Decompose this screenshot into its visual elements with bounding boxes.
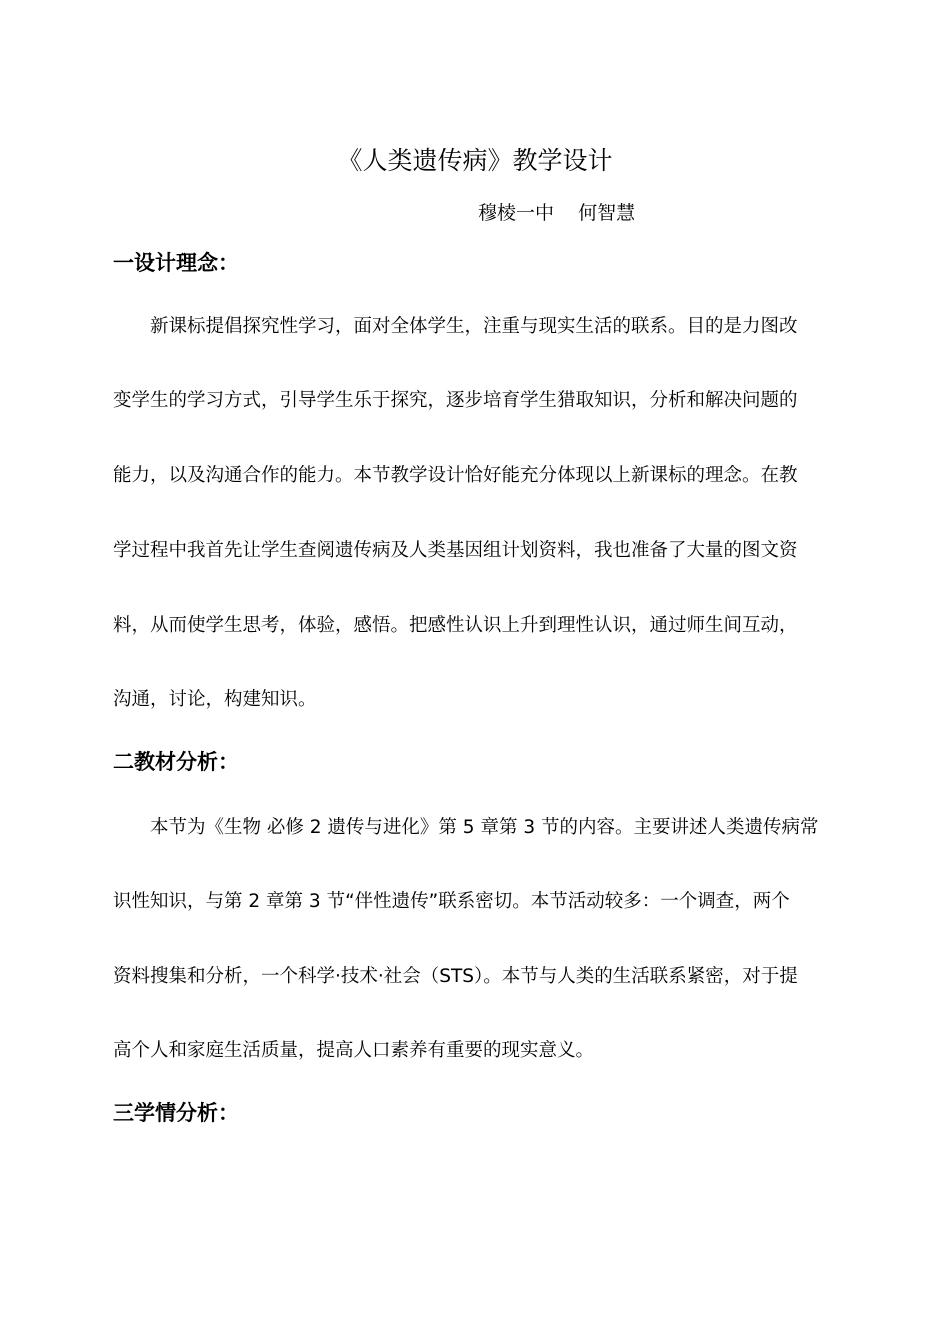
paragraph-line: 识性知识，与第 2 章第 3 节“伴性遗传”联系密切。本节活动较多：一个调查，两个 xyxy=(113,891,790,912)
paragraph-line: 高个人和家庭生活质量，提高人口素养有重要的现实意义。 xyxy=(113,1040,595,1061)
paragraph-line: 资料搜集和分析，一个科学·技术·社会（STS）。本节与人类的生活联系紧密，对于提 xyxy=(113,966,798,987)
paragraph-line: 沟通，讨论，构建知识。 xyxy=(113,689,317,710)
paragraph-line: 料，从而使学生思考，体验，感悟。把感性认识上升到理性认识，通过师生间互动， xyxy=(113,615,798,636)
document-title: 《人类遗传病》教学设计 xyxy=(337,146,613,175)
paragraph-line: 新课标提倡探究性学习，面对全体学生，注重与现实生活的联系。目的是力图改 xyxy=(150,316,798,337)
section-heading-design-concept: 一设计理念： xyxy=(113,251,239,275)
document-author: 穆棱一中 何智慧 xyxy=(478,202,636,224)
section-heading-learner-analysis: 三学情分析： xyxy=(113,1101,239,1125)
paragraph-line: 变学生的学习方式，引导学生乐于探究，逐步培育学生猎取知识，分析和解决问题的 xyxy=(113,390,798,411)
paragraph-line: 学过程中我首先让学生查阅遗传病及人类基因组计划资料，我也准备了大量的图文资 xyxy=(113,540,798,561)
paragraph-line: 本节为《生物 必修 2 遗传与进化》第 5 章第 3 节的内容。主要讲述人类遗传病常 xyxy=(150,817,819,838)
section-heading-textbook-analysis: 二教材分析： xyxy=(113,750,239,774)
paragraph-line: 能力，以及沟通合作的能力。本节教学设计恰好能充分体现以上新课标的理念。在教 xyxy=(113,465,798,486)
